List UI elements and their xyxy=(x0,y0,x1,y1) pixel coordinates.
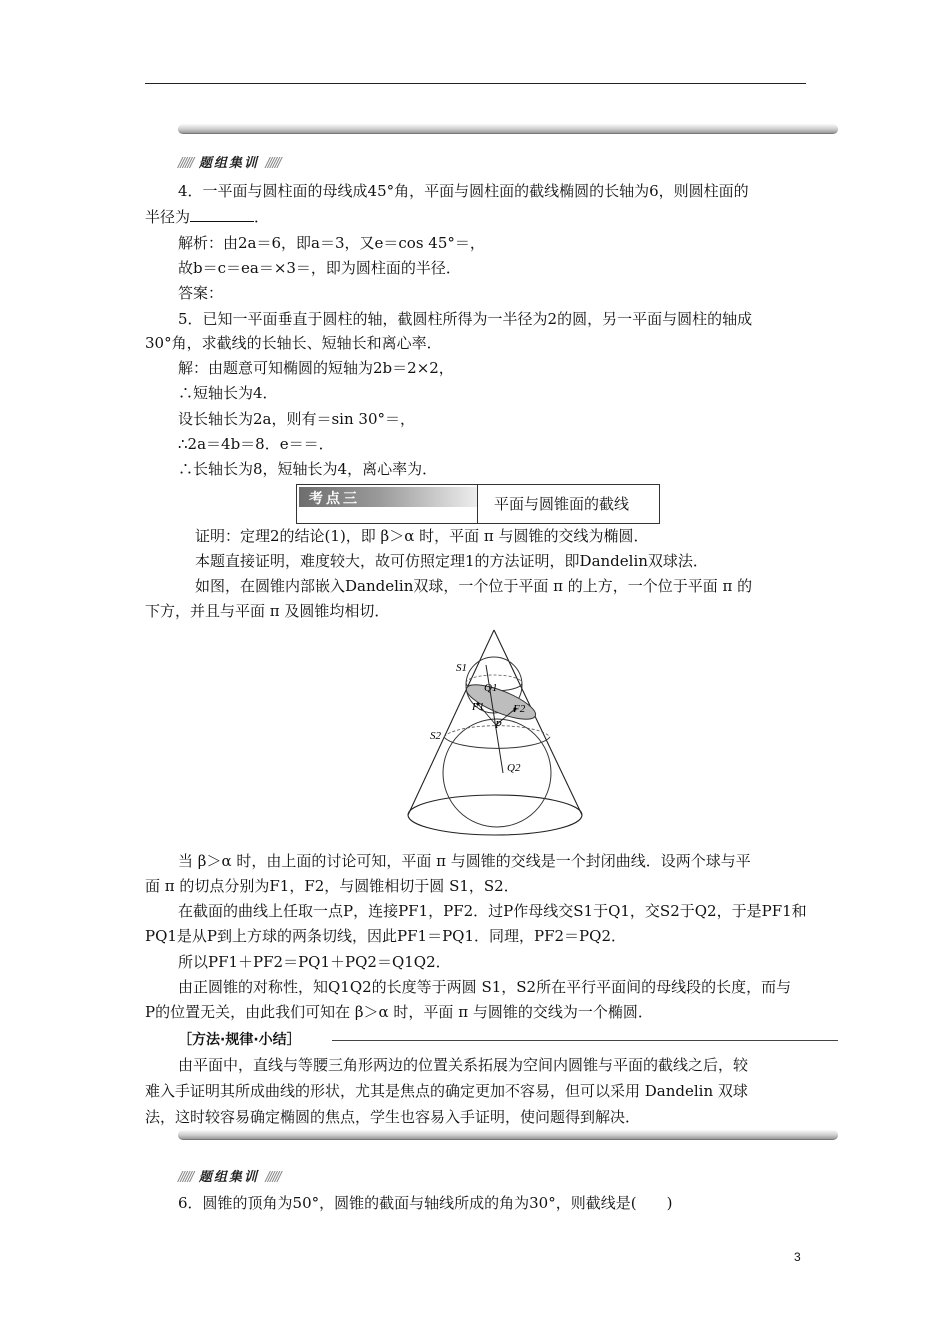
group-label-2-text: 题组集训 xyxy=(198,1170,259,1185)
method-line2: 难入手证明其所成曲线的形状，尤其是焦点的确定更加不容易，但可以采用 Dandelin 双球 xyxy=(145,1082,748,1100)
cone-left-edge xyxy=(408,630,494,815)
label-q1: Q1 xyxy=(484,682,498,694)
a4-line1: 解析：由2a＝6，即a＝3，又e＝cos 45°＝， xyxy=(178,234,485,252)
q5-line2: 30°角，求截线的长轴长、短轴长和离心率． xyxy=(145,334,442,352)
page-number: 3 xyxy=(794,1250,801,1264)
answer-blank xyxy=(190,207,254,222)
proof-line2: 本题直接证明，难度较大，故可仿照定理1的方法证明，即Dandelin双球法． xyxy=(195,552,708,570)
kaodian-tag xyxy=(299,487,477,507)
after-line6: 由正圆锥的对称性，知Q1Q2的长度等于两圆 S1，S2所在平行平面间的母线段的长度，而与 xyxy=(178,978,792,996)
a5-line4: ∴2a＝4b＝8．e＝＝． xyxy=(178,435,334,453)
a5-line2: ∴短轴长为4． xyxy=(178,384,278,402)
label-q2: Q2 xyxy=(507,762,521,774)
a5-line3: 设长轴长为2a，则有＝sin 30°＝， xyxy=(178,410,415,428)
cone-figure xyxy=(400,625,590,845)
cone-right-edge xyxy=(494,630,582,815)
after-line4: PQ1是从P到上方球的两条切线，因此PF1＝PQ1．同理，PF2＝PQ2． xyxy=(145,927,626,945)
q4-line1: 4．一平面与圆柱面的母线成45°角，平面与圆柱面的截线椭圆的长轴为6，则圆柱面的 xyxy=(178,182,749,200)
after-line3: 在截面的曲线上任取一点P，连接PF1，PF2．过P作母线交S1于Q1，交S2于Q2，于是PF1和 xyxy=(178,902,807,920)
kaodian-divider xyxy=(477,485,478,523)
a5-line5: ∴长轴长为8，短轴长为4，离心率为． xyxy=(178,460,438,478)
kaodian-tag-text: 考点三 xyxy=(309,491,360,507)
after-line2: 面 π 的切点分别为F1，F2，与圆锥相切于圆 S1，S2． xyxy=(145,877,519,895)
proof-line4: 下方，并且与平面 π 及圆锥均相切． xyxy=(145,602,390,620)
group-label-2: ////// 题组集训 ////// xyxy=(178,1170,280,1185)
a4-line2: 故b＝c＝ea＝×3＝，即为圆柱面的半径． xyxy=(178,259,461,277)
label-p: P xyxy=(495,719,502,731)
label-f2: F2 xyxy=(513,703,526,715)
label-s1: S1 xyxy=(456,662,467,674)
a5-line1: 解：由题意可知椭圆的短轴为2b＝2×2， xyxy=(178,359,454,377)
q4-line2-text: 半径为 xyxy=(145,208,191,226)
q5-line1: 5．已知一平面垂直于圆柱的轴，截圆柱所得为一半径为2的圆，另一平面与圆柱的轴成 xyxy=(178,310,753,328)
method-label: ［方法·规律·小结］ xyxy=(178,1032,301,1048)
circle-s2-front xyxy=(444,737,550,748)
after-line5: 所以PF1＋PF2＝PQ1＋PQ2＝Q1Q2． xyxy=(178,953,451,971)
kaodian-title: 平面与圆锥面的截线 xyxy=(494,495,630,513)
group-label-text: 题组集训 xyxy=(198,156,259,171)
q4-line2-end: ． xyxy=(254,208,270,226)
label-s2: S2 xyxy=(430,730,441,742)
a4-line3: 答案： xyxy=(178,284,224,302)
after-line1: 当 β＞α 时，由上面的讨论可知，平面 π 与圆锥的交线是一个封闭曲线．设两个球与平 xyxy=(178,852,751,870)
method-line3: 法，这时较容易确定椭圆的焦点，学生也容易入手证明，使问题得到解决． xyxy=(145,1108,641,1126)
after-line7: P的位置无关，由此我们可知在 β＞α 时，平面 π 与圆锥的交线为一个椭圆． xyxy=(145,1003,653,1021)
q6-line: 6．圆锥的顶角为50°，圆锥的截面与轴线所成的角为30°，则截线是( ) xyxy=(178,1194,673,1212)
label-f1: F1 xyxy=(472,701,485,713)
kaodian-box xyxy=(296,484,660,524)
group-label: ////// 题组集训 ////// xyxy=(178,156,280,171)
header-rule xyxy=(145,83,806,84)
proof-line3: 如图，在圆锥内部嵌入Dandelin双球，一个位于平面 π 的上方，一个位于平面 π 的 xyxy=(195,577,753,595)
method-line1: 由平面中，直线与等腰三角形两边的位置关系拓展为空间内圆锥与平面的截线之后，较 xyxy=(178,1056,749,1074)
cone-base xyxy=(408,795,582,835)
q4-line2 xyxy=(145,207,269,227)
method-rule xyxy=(332,1040,838,1041)
section-band xyxy=(178,124,838,134)
method-band xyxy=(178,1130,838,1140)
proof-line1: 证明：定理2的结论(1)，即 β＞α 时，平面 π 与圆锥的交线为椭圆． xyxy=(195,527,649,545)
